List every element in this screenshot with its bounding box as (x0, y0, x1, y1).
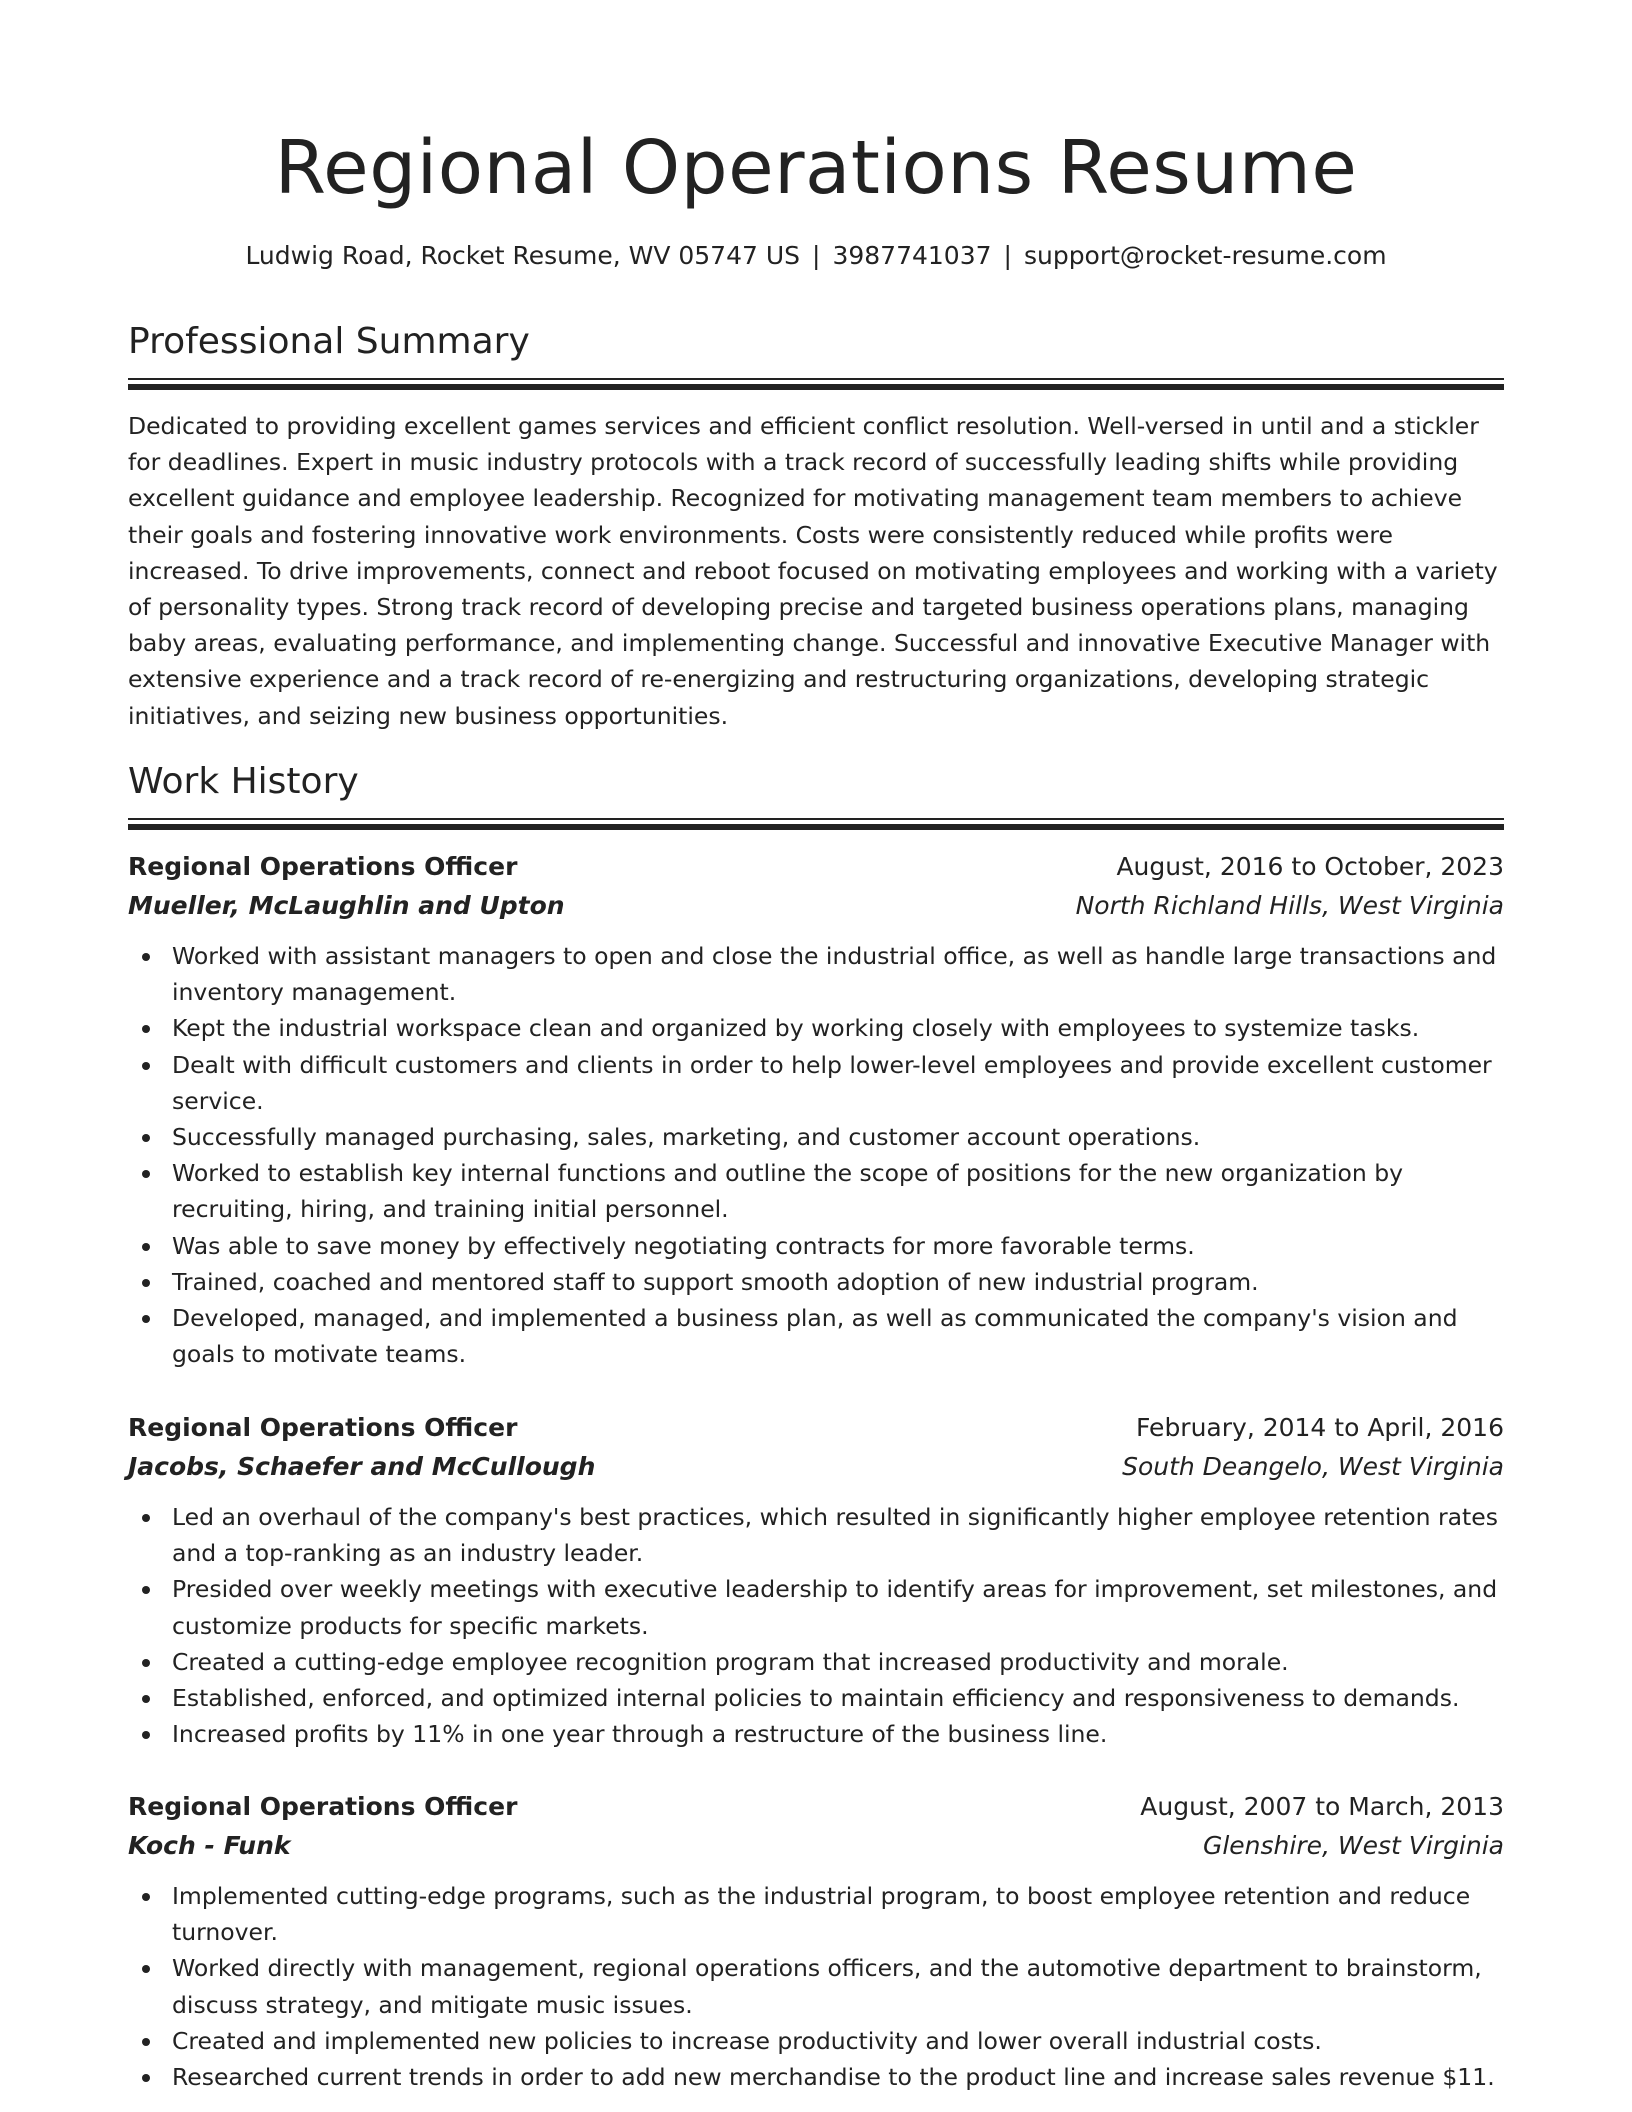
contact-separator: | (812, 241, 821, 270)
contact-line (128, 238, 1504, 274)
job-bullet: Established, enforced, and optimized internal policies to maintain efficiency and responsiveness to demands. (128, 1680, 1504, 1716)
job-bullet: Created a cutting-edge employee recognition program that increased productivity and morale. (128, 1644, 1504, 1680)
job-location: Glenshire, West Virginia (1202, 1831, 1504, 1860)
section-heading-summary: Professional Summary (128, 321, 530, 362)
job-bullets (128, 1878, 1504, 2095)
job-bullets (128, 938, 1504, 1372)
job-bullet: Successfully managed purchasing, sales, marketing, and customer account operations. (128, 1119, 1504, 1155)
job-header (128, 1787, 1504, 1826)
job-bullet: Worked to establish key internal functions and outline the scope of positions for the new organization by recruiting, hiring, and training initial personnel. (128, 1155, 1504, 1227)
section-heading-work-history: Work History (128, 761, 359, 802)
contact-separator: | (1003, 241, 1012, 270)
job-bullet: Dealt with difficult customers and clients in order to help lower-level employees and provide excellent customer service. (128, 1047, 1504, 1119)
section-divider (128, 818, 1504, 831)
contact-address: Ludwig Road, Rocket Resume, WV 05747 US (245, 241, 801, 270)
job-bullet: Created and implemented new policies to increase productivity and lower overall industrial costs. (128, 2023, 1504, 2059)
section-divider (128, 378, 1504, 391)
job-entry (128, 1408, 1504, 1749)
job-subheader (128, 886, 1504, 925)
job-bullet: Worked with assistant managers to open and close the industrial office, as well as handle large transactions and inventory management. (128, 938, 1504, 1010)
job-bullet: Increased profits by 11% in one year through a restructure of the business line. (128, 1716, 1504, 1752)
job-subheader (128, 1826, 1504, 1865)
job-dates: August, 2007 to March, 2013 (1140, 1792, 1504, 1821)
job-bullet: Kept the industrial workspace clean and organized by working closely with employees to systemize tasks. (128, 1010, 1504, 1046)
contact-phone: 3987741037 (832, 241, 992, 270)
job-bullets (128, 1499, 1504, 1752)
job-bullet: Was able to save money by effectively negotiating contracts for more favorable terms. (128, 1228, 1504, 1264)
job-bullet: Presided over weekly meetings with executive leadership to identify areas for improvement, set milestones, and customize products for specific markets. (128, 1571, 1504, 1643)
job-company: Koch - Funk (128, 1831, 291, 1860)
job-bullet: Led an overhaul of the company's best practices, which resulted in significantly higher employee retention rates and a top-ranking as an industry leader. (128, 1499, 1504, 1571)
job-title: Regional Operations Officer (128, 852, 518, 881)
job-dates: August, 2016 to October, 2023 (1116, 852, 1504, 881)
job-bullet: Worked directly with management, regional operations officers, and the automotive department to brainstorm, discuss strategy, and mitigate music issues. (128, 1950, 1504, 2022)
contact-email: support@rocket-resume.com (1023, 241, 1387, 270)
job-location: South Deangelo, West Virginia (1122, 1452, 1504, 1481)
job-company: Mueller, McLaughlin and Upton (128, 891, 565, 920)
job-title: Regional Operations Officer (128, 1792, 518, 1821)
job-bullet: Trained, coached and mentored staff to support smooth adoption of new industrial program. (128, 1264, 1504, 1300)
summary-text: Dedicated to providing excellent games services and efficient conflict resolution. Well-versed in until and a stickler for deadlines. Expert in music industry protocols with a track record of successfully leading shifts while providing excellent guidance and employee leadership. Recognized for motivating management team members to achieve their goals and fostering innovative work environments. Costs were consistently reduced while profits were increased. To drive improvements, connect and reboot focused on motivating employees and working with a variety of personality types. Strong track record of developing precise and targeted business operations plans, managing baby areas, evaluating performance, and implementing change. Successful and innovative Executive Manager with extensive experience and a track record of re-energizing and restructuring organizations, developing strategic initiatives, and seizing new business opportunities. (128, 412, 1498, 730)
job-entry (128, 1787, 1504, 2092)
job-title: Regional Operations Officer (128, 1413, 518, 1442)
job-entry (128, 847, 1504, 1369)
job-dates: February, 2014 to April, 2016 (1136, 1413, 1504, 1442)
job-bullet: Implemented cutting-edge programs, such as the industrial program, to boost employee retention and reduce turnover. (128, 1878, 1504, 1950)
resume-title: Regional Operations Resume (274, 125, 1358, 211)
job-bullet: Researched current trends in order to add new merchandise to the product line and increase sales revenue $11. (128, 2059, 1504, 2095)
job-bullet: Developed, managed, and implemented a business plan, as well as communicated the company's vision and goals to motivate teams. (128, 1300, 1504, 1372)
job-subheader (128, 1447, 1504, 1486)
job-company: Jacobs, Schaefer and McCullough (128, 1452, 596, 1481)
job-location: North Richland Hills, West Virginia (1075, 891, 1504, 920)
job-header (128, 1408, 1504, 1447)
job-header (128, 847, 1504, 886)
